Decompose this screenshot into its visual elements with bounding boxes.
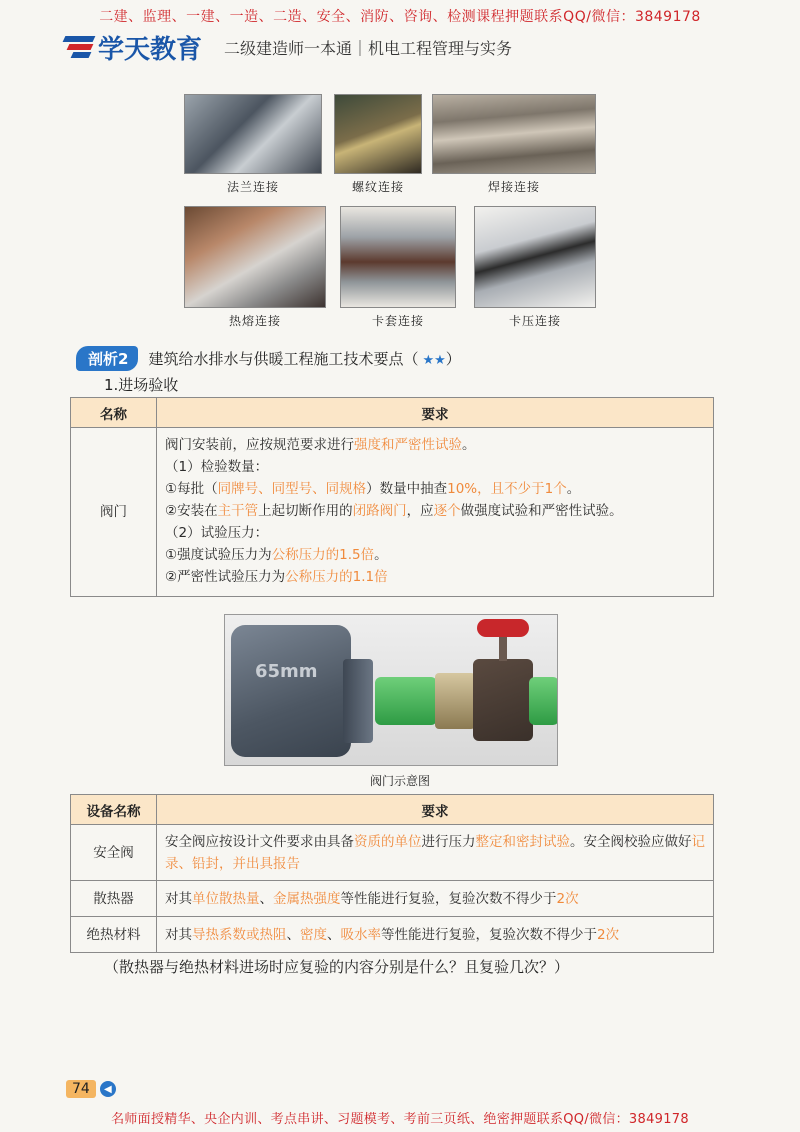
body-text: 对其 [165, 926, 192, 943]
highlight-text: 整定和密封试验 [475, 833, 570, 850]
highlight-text: 金属热强度 [273, 890, 341, 907]
requirement-cell [157, 825, 714, 881]
highlight-text: 主干管 [217, 503, 259, 519]
body-text: 等性能进行复验，复验次数不得少于 [381, 926, 597, 943]
flange-connection-photo [184, 94, 322, 174]
highlight-text: 2次 [556, 890, 579, 907]
highlight-text: 公称压力的1.1倍 [285, 569, 388, 585]
arrow-left-icon: ◀ [100, 1081, 116, 1097]
page-number-value: 74 [66, 1080, 96, 1098]
photo-caption: 焊接连接 [487, 180, 540, 194]
ferrule-connection-photo [340, 206, 456, 308]
requirement-line [165, 456, 705, 478]
body-text: 安全阀应按设计文件要求由具备 [165, 833, 354, 850]
handwheel-icon [477, 619, 529, 637]
hot-melt-connection-photo [184, 206, 326, 308]
section-badge: 剖析2 [76, 346, 138, 371]
weld-connection-photo [432, 94, 596, 174]
body-text: 。 [374, 547, 388, 563]
column-header: 设备名称 [71, 795, 157, 825]
section-heading [76, 346, 461, 371]
header-subtitle: 二级建造师一本通｜机电工程管理与实务 [224, 38, 513, 58]
equipment-name: 绝热材料 [71, 917, 157, 953]
equipment-requirements-table [70, 794, 714, 953]
sub-heading: 1.进场验收 [104, 376, 179, 394]
equipment-name: 安全阀 [71, 825, 157, 881]
highlight-text: 10%，且不少于1个 [447, 481, 567, 497]
table-row [71, 917, 714, 953]
highlight-text: 2次 [597, 926, 620, 943]
highlight-text: 记录、铅封，并出具报告 [165, 833, 705, 872]
column-header: 名称 [71, 398, 157, 428]
body-text: 、 [327, 926, 341, 943]
bottom-banner: 名师面授精华、央企内训、考点串讲、习题模考、考前三页纸、绝密押题联系QQ/微信：3849178 [111, 1112, 689, 1127]
body-text: （1）检验数量： [165, 459, 269, 475]
body-text: 、 [259, 890, 273, 907]
figure-caption: 阀门示意图 [369, 774, 430, 788]
body-text: （2）试验压力： [165, 525, 269, 541]
body-text: ②严密性试验压力为 [165, 569, 286, 585]
row-name: 阀门 [71, 428, 157, 597]
table-row [71, 881, 714, 917]
page-number [66, 1080, 116, 1098]
valve-size-mark: 65mm [255, 661, 318, 682]
highlight-text: 强度和严密性试验 [354, 437, 462, 453]
highlight-text: 同牌号、同型号、同规格 [217, 481, 367, 497]
page-header [64, 30, 512, 64]
gate-valve-body [473, 659, 533, 741]
top-banner: 二建、监理、一建、一造、二造、安全、消防、咨询、检测课程押题联系QQ/微信：3849178 [99, 9, 701, 25]
body-text: ①强度试验压力为 [165, 547, 272, 563]
highlight-text: 逐个 [433, 503, 461, 519]
body-text: 阀门安装前，应按规范要求进行 [165, 437, 354, 453]
table-row [71, 825, 714, 881]
body-text: ②安装在 [165, 503, 218, 519]
star-rating-icon: ★★ [422, 353, 446, 368]
section-title: 建筑给水排水与供暖工程施工技术要点（ ★★） [148, 350, 461, 368]
body-text: 等性能进行复验，复验次数不得少于 [340, 890, 557, 907]
review-question: （散热器与绝热材料进场时应复验的内容分别是什么？且复验几次？） [104, 958, 570, 976]
highlight-text: 吸水率 [340, 926, 381, 943]
requirement-line [165, 500, 705, 522]
photo-caption: 卡压连接 [508, 314, 561, 328]
body-text: 做强度试验和严密性试验。 [460, 503, 623, 519]
logo-text: 学天教育 [98, 34, 203, 65]
body-text: 、 [286, 926, 300, 943]
body-text: 。 [566, 481, 581, 497]
requirement-cell [157, 917, 714, 953]
highlight-text: 导热系数或热阻 [192, 926, 287, 943]
photo-caption: 卡套连接 [371, 314, 424, 328]
requirement-line [165, 566, 705, 588]
body-text: 对其 [165, 890, 192, 907]
highlight-text: 单位散热量 [192, 890, 260, 907]
thread-connection-photo [334, 94, 422, 174]
column-header: 要求 [157, 795, 714, 825]
requirement-line [165, 478, 705, 500]
highlight-text: 闭路阀门 [352, 503, 407, 519]
requirement-line [165, 544, 705, 566]
requirement-line [165, 434, 705, 456]
brand-logo [64, 29, 202, 66]
photo-caption: 热熔连接 [228, 314, 281, 328]
requirement-cell [157, 881, 714, 917]
valve-requirements-table [70, 397, 714, 597]
equipment-name: 散热器 [71, 881, 157, 917]
photo-caption: 法兰连接 [226, 180, 279, 194]
column-header: 要求 [157, 398, 714, 428]
body-text: 。 [462, 437, 476, 453]
body-text: ）数量中抽查 [366, 481, 448, 497]
press-connection-photo [474, 206, 596, 308]
body-text: ①每批（ [165, 481, 218, 497]
requirement-line [165, 522, 705, 544]
body-text: 上起切断作用的 [258, 503, 353, 519]
highlight-text: 资质的单位 [354, 833, 422, 850]
logo-mark-icon [64, 34, 94, 60]
body-text: ，应 [406, 503, 434, 519]
highlight-text: 密度 [300, 926, 327, 943]
check-valve-body [231, 625, 351, 757]
photo-caption: 螺纹连接 [351, 180, 404, 194]
body-text: 。安全阀校验应做好 [570, 833, 692, 850]
highlight-text: 公称压力的1.5倍 [271, 547, 375, 563]
requirement-cell [157, 428, 714, 597]
body-text: 进行压力 [421, 833, 476, 850]
table-row [71, 428, 714, 597]
valve-photo [224, 614, 558, 766]
